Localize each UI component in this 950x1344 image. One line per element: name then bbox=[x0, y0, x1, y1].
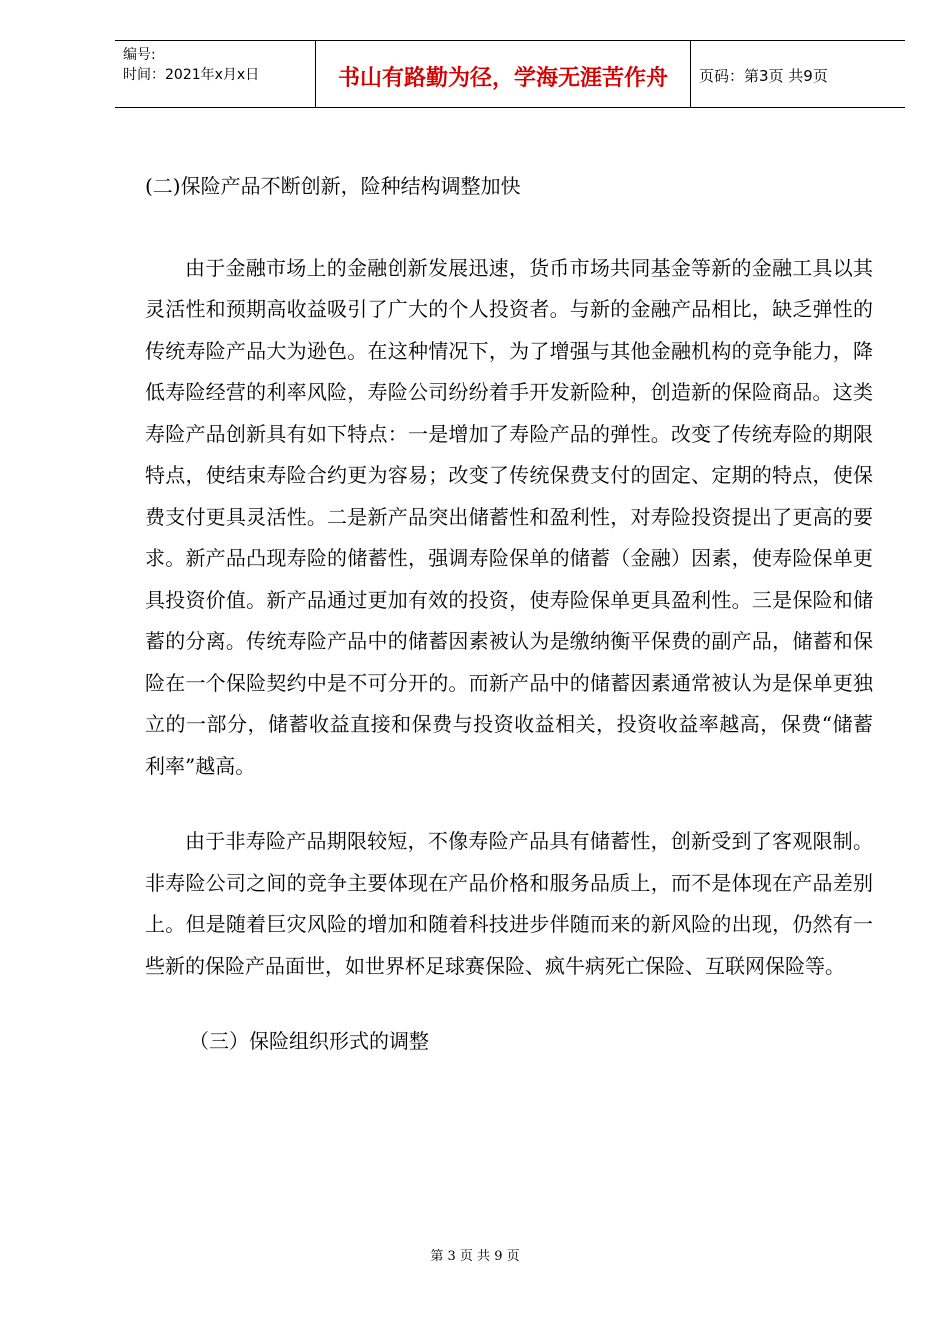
body-paragraph-2: 由于非寿险产品期限较短，不像寿险产品具有储蓄性，创新受到了客观限制。非寿险公司之间的竞争主要体现在产品价格和服务品质上，而不是体现在产品差别上。但是随着巨灾风险的增加和随着科技进步伴随而来的新风险的出现，仍然有一些新的保险产品面世，如世界杯足球赛保险、疯牛病死亡保险、互联网保险等。 bbox=[145, 829, 873, 978]
document-time-label: 时间：2021年x月x日 bbox=[123, 67, 260, 83]
document-body bbox=[145, 166, 873, 1063]
header-motto: 书山有路勤为径，学海无涯苦作舟 bbox=[337, 65, 668, 91]
header-page-cell bbox=[691, 41, 905, 107]
header-page-info: 页码：第3页 共9页 bbox=[699, 67, 828, 85]
section-heading-2: (二)保险产品不断创新，险种结构调整加快 bbox=[145, 174, 521, 198]
page-header bbox=[115, 40, 905, 108]
document-number-label: 编号: bbox=[123, 47, 156, 63]
body-paragraph-1: 由于金融市场上的金融创新发展迅速，货币市场共同基金等新的金融工具以其灵活性和预期高收益吸引了广大的个人投资者。与新的金融产品相比，缺乏弹性的传统寿险产品大为逊色。在这种情况下，为了增强与其他金融机构的竞争能力，降低寿险经营的利率风险，寿险公司纷纷着手开发新险种，创造新的保险商品。这类寿险产品创新具有如下特点：一是增加了寿险产品的弹性。改变了传统寿险的期限特点，使结束寿险合约更为容易；改变了传统保费支付的固定、定期的特点，使保费支付更具灵活性。二是新产品突出储蓄性和盈利性，对寿险投资提出了更高的要求。新产品凸现寿险的储蓄性，强调寿险保单的储蓄（金融）因素，使寿险保单更具投资价值。新产品通过更加有效的投资，使寿险保单更具盈利性。三是保险和储蓄的分离。传统寿险产品中的储蓄因素被认为是缴纳衡平保费的副产品，储蓄和保险在一个保险契约中是不可分开的。而新产品中的储蓄因素通常被认为是保单更独立的一部分，储蓄收益直接和保费与投资收益相关，投资收益率越高，保费“储蓄利率”越高。 bbox=[145, 255, 873, 778]
page-footer: 第 3 页 共 9 页 bbox=[430, 1249, 520, 1264]
header-meta-cell bbox=[115, 41, 316, 107]
section-heading-3: （三）保险组织形式的调整 bbox=[189, 1029, 429, 1053]
header-motto-cell bbox=[316, 41, 691, 107]
